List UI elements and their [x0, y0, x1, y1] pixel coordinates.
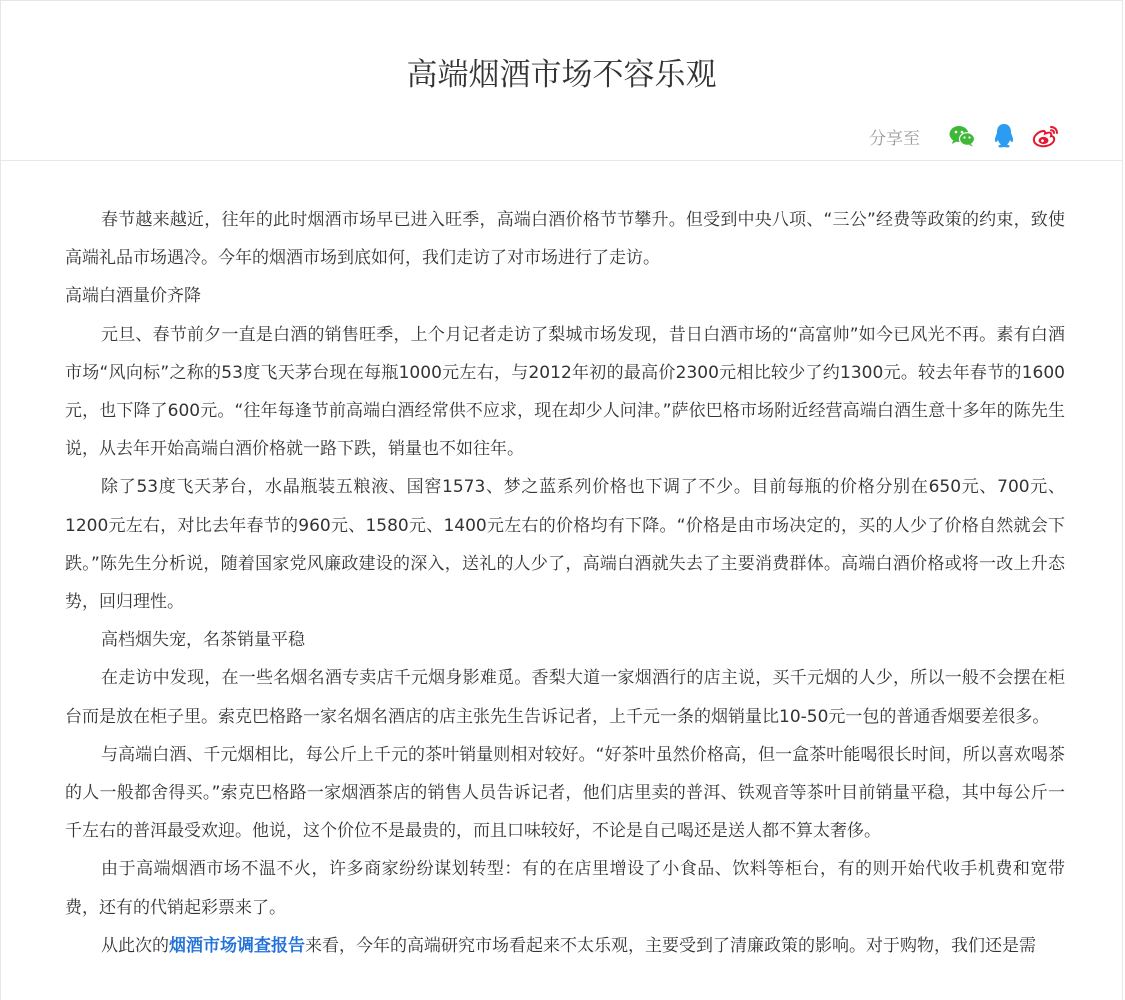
conclusion-suffix: 来看，今年的高端研究市场看起来不太乐观，主要受到了清廉政策的影响。对于购物，我们还是需	[305, 935, 1037, 956]
paragraph-transition: 由于高端烟酒市场不温不火，许多商家纷纷谋划转型：有的在店里增设了小食品、饮料等柜台，有的则开始代收手机费和宽带费，还有的代销起彩票来了。	[65, 859, 1065, 918]
paragraph-liquor-1: 元旦、春节前夕一直是白酒的销售旺季，上个月记者走访了梨城市场发现，昔日白酒市场的“高富帅”如今已风光不再。素有白酒市场“风向标”之称的53度飞天茅台现在每瓶1000元左右，与2012年初的最高价2300元相比较少了约1300元。较去年春节的1600元，也下降了600元。“往年每逢节前高端白酒经常供不应求，现在却少人问津。”萨依巴格市场附近经营高端白酒生意十多年的陈先生说，从去年开始高端白酒价格就一路下跌，销量也不如往年。	[65, 324, 1065, 460]
article-body	[65, 201, 1065, 965]
paragraph-conclusion	[65, 927, 1065, 965]
page-title: 高端烟酒市场不容乐观	[406, 57, 717, 93]
paragraph-liquor-2: 除了53度飞天茅台，水晶瓶装五粮液、国窖1573、梦之蓝系列价格也下调了不少。目前每瓶的价格分别在650元、700元、1200元左右，对比去年春节的960元、1580元、1400元左右的价格均有下降。“价格是由市场决定的，买的人少了价格自然就会下跌。”陈先生分析说，随着国家党风廉政建设的深入，送礼的人少了，高端白酒就失去了主要消费群体。高端白酒价格或将一改上升态势，回归理性。	[65, 477, 1065, 613]
section-heading-tobacco: 高档烟失宠，名茶销量平稳	[101, 630, 306, 651]
conclusion-prefix: 从此次的	[101, 935, 170, 956]
paragraph-tea: 与高端白酒、千元烟相比，每公斤上千元的茶叶销量则相对较好。“好茶叶虽然价格高，但一盒茶叶能喝很长时间，所以喜欢喝茶的人一般都舍得买。”索克巴格路一家烟酒茶店的销售人员告诉记者，他们店里卖的普洱、铁观音等茶叶目前销量平稳，其中每公斤一千左右的普洱最受欢迎。他说，这个价位不是最贵的，而且口味较好，不论是自己喝还是送人都不算太奢侈。	[65, 744, 1065, 842]
paragraph-tobacco: 在走访中发现，在一些名烟名酒专卖店千元烟身影难觅。香梨大道一家烟酒行的店主说，买千元烟的人少，所以一般不会摆在柜台而是放在柜子里。索克巴格路一家名烟名酒店的店主张先生告诉记者，上千元一条的烟销量比10-50元一包的普通香烟要差很多。	[65, 668, 1065, 727]
weibo-icon[interactable]	[1032, 122, 1060, 150]
section-heading-liquor: 高端白酒量价齐降	[65, 286, 201, 307]
report-link[interactable]: 烟酒市场调查报告	[169, 935, 306, 956]
qq-icon[interactable]	[990, 122, 1018, 150]
wechat-icon[interactable]	[948, 122, 976, 150]
share-bar	[869, 121, 1060, 151]
article-header	[1, 1, 1122, 161]
paragraph-intro: 春节越来越近，往年的此时烟酒市场早已进入旺季，高端白酒价格节节攀升。但受到中央八项、“三公”经费等政策的约束，致使高端礼品市场遇冷。今年的烟酒市场到底如何，我们走访了对市场进行了走访。	[65, 210, 1065, 269]
share-label: 分享至	[869, 128, 920, 149]
